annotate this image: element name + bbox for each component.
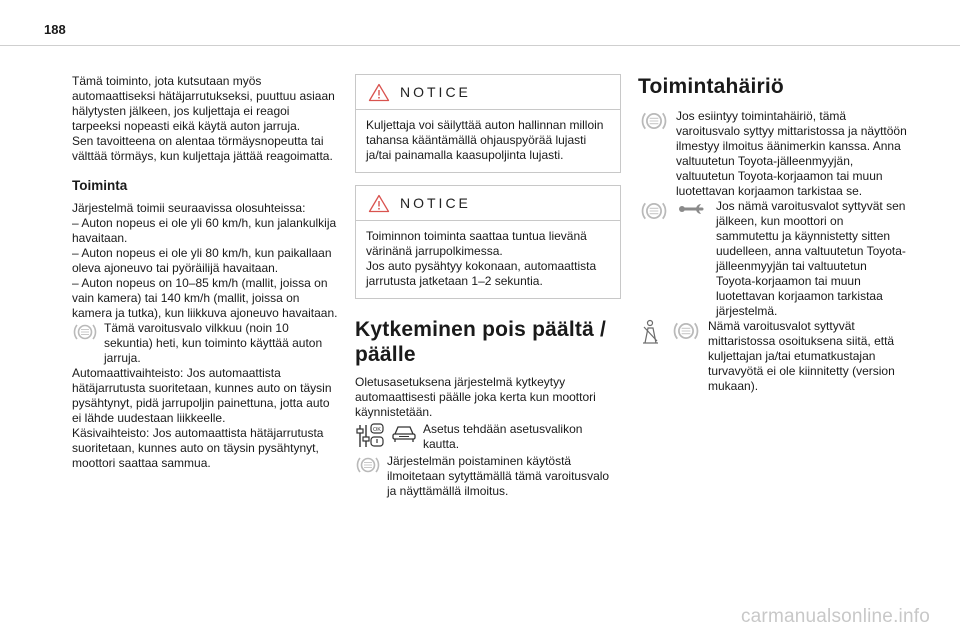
collision-warning-lamp-icon xyxy=(355,454,381,476)
notice-box-1 xyxy=(355,74,621,173)
seatbelt-icon xyxy=(638,319,664,345)
notice-text-2: Jos auto pysähtyy kokonaan, automaattista jarrutusta jatketaan 1–2 sekuntia. xyxy=(366,259,597,288)
section-heading-toimintahairio: Toimintahäiriö xyxy=(638,75,784,98)
page-number: 188 xyxy=(44,22,66,37)
column-3 xyxy=(638,74,908,394)
column-1 xyxy=(72,74,340,471)
watermark: carmanualsonline.info xyxy=(740,606,930,627)
collision-warning-lamp-icon xyxy=(638,109,670,133)
wrench-icon xyxy=(676,199,710,219)
malfunction-text: Jos esiintyy toimintahäiriö, tämä varoitusvalo syttyy mittaristossa ja näyttöön ilmestyy ilmoitus äänimerkin kanssa. Anna valtuutetun Toyota-jälleenmyyjän, valtuutetun Toyota-korjaamon tai muun luotettavan korjaamon tarkistaa se. xyxy=(676,109,907,198)
disable-notification-text: Järjestelmän poistaminen käytöstä ilmoitetaan sytyttämällä tämä varoitusvalo ja näyttämällä ilmoitus. xyxy=(387,454,610,498)
default-setting-text: Oletusasetuksena järjestelmä kytkeytyy automaattisesti päälle joka kerta kun moottori käynnistetään. xyxy=(355,375,596,419)
header-rule xyxy=(0,45,960,46)
notice-box-2 xyxy=(355,185,621,299)
notice-text: Kuljettaja voi säilyttää auton hallinnan milloin tahansa kääntämällä ohjauspyörää lujasti ja/tai painamalla kaasupoljinta lujasti. xyxy=(366,118,604,162)
collision-warning-lamp-icon xyxy=(638,199,670,223)
warning-triangle-icon xyxy=(368,194,390,213)
conditions-line: – Auton nopeus ei ole yli 60 km/h, kun jalankulkija havaitaan. xyxy=(72,216,337,245)
settings-menu-icon xyxy=(355,422,385,450)
automatic-transmission-text: Automaattivaihteisto: Jos automaattista hätäjarrutusta suoritetaan, kunnes auto on täysin pysähtynyt, pidä jarrupoljin painettuna, jotta auto ei lähde uudestaan liikkeelle. xyxy=(72,366,332,425)
restart-malfunction-text: Jos nämä varoitusvalot syttyvät sen jälkeen, kun moottori on sammutettu ja käynnistetty sitten uudelleen, anna valtuutetun Toyota-jälleenmyyjän tai valtuutetun Toyota-korjaamon tai muun luotettavan korjaamon tarkistaa järjestelmä. xyxy=(716,199,906,318)
column-2 xyxy=(355,74,621,499)
lamp-flash-text: Tämä varoitusvalo vilkkuu (noin 10 sekuntia) heti, kun toiminto käyttää auton jarruja. xyxy=(104,321,323,365)
conditions-line: – Auton nopeus ei ole yli 80 km/h, kun paikallaan oleva ajoneuvo tai pyöräilijä havaitaan. xyxy=(72,246,332,275)
collision-warning-lamp-icon xyxy=(670,319,702,343)
manual-transmission-text: Käsivaihteisto: Jos automaattista hätäjarrutusta suoritetaan, kunnes auto on täysin pysähtynyt, moottori saattaa sammua. xyxy=(72,426,324,470)
intro-paragraph: Tämä toiminto, jota kutsutaan myös automaattiseksi hätäjarrutukseksi, puuttuu asiaan hälytysten jälkeen, jos kuljettaja ei reagoi tarpeeksi nopeasti eikä käytä auton jarruja. xyxy=(72,74,335,133)
svg-text:OK: OK xyxy=(373,427,381,433)
car-front-icon xyxy=(391,422,417,444)
seatbelt-warning-text: Nämä varoitusvalot syttyvät mittaristossa osoituksena siitä, että kuljettajan ja/tai etumatkustajan turvavyötä ei ole kiinnitetty (version mukaan). xyxy=(708,319,895,393)
section-heading-kytkeminen: Kytkeminen pois päältä / päälle xyxy=(355,318,607,366)
notice-title: NOTICE xyxy=(400,84,471,100)
section-heading-toiminta: Toiminta xyxy=(72,178,128,193)
warning-triangle-icon xyxy=(368,83,390,102)
settings-menu-text: Asetus tehdään asetusvalikon kautta. xyxy=(423,422,583,451)
conditions-line: Järjestelmä toimii seuraavissa olosuhteissa: xyxy=(72,201,306,215)
collision-warning-lamp-icon xyxy=(72,321,98,343)
intro-paragraph-2: Sen tavoitteena on alentaa törmäysnopeutta tai välttää törmäys, kun kuljettaja jättää reagoimatta. xyxy=(72,134,333,163)
notice-title: NOTICE xyxy=(400,195,471,211)
conditions-line: – Auton nopeus on 10–85 km/h (mallit, joissa on vain kamera) tai 140 km/h (mallit, joissa on kamera ja tutka), kun liikkuva ajoneuvo havaitaan. xyxy=(72,276,338,320)
notice-text: Toiminnon toiminta saattaa tuntua lievänä värinänä jarrupolkimessa. xyxy=(366,229,587,258)
